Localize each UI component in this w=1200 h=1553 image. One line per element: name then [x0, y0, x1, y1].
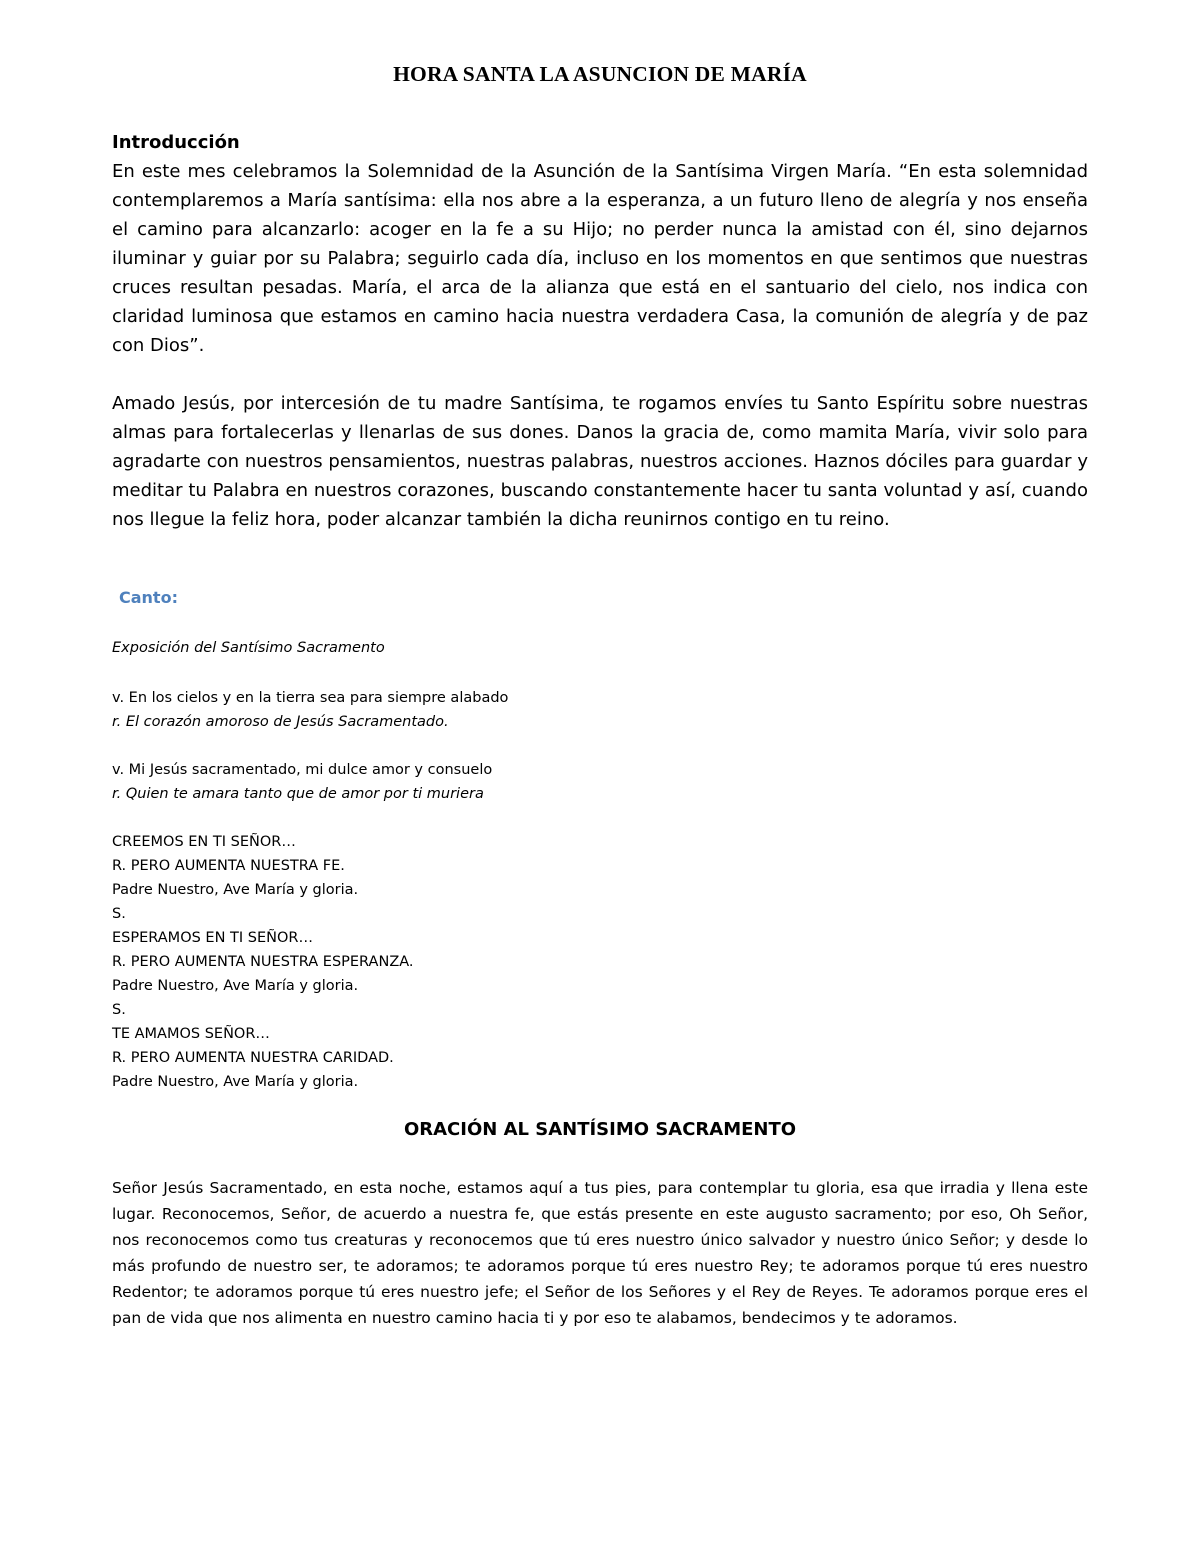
exposicion-heading: Exposición del Santísimo Sacramento [112, 640, 385, 656]
intro-section [112, 128, 1088, 534]
intro-paragraph-1: En este mes celebramos la Solemnidad de la Asunción de la Santísima Virgen María. “En esta solemnidad contemplaremos a María santísima: ella nos abre a la esperanza, a un futuro lleno de alegría y nos enseña el camino para alcanzarlo: acoger en la fe a su Hijo; no perder nunca la amistad con él, sino dejarnos iluminar y guiar por su Palabra; seguirlo cada día, incluso en los momentos en que sentimos que nuestras cruces resultan pesadas. María, el arca de la alianza que está en el santuario del cielo, nos indica con claridad luminosa que estamos en camino hacia nuestra verdadera Casa, la comunión de alegría y de paz con Dios”. [112, 161, 1088, 356]
creed-line: TE AMAMOS SEÑOR… [112, 1026, 270, 1042]
creed-line: Padre Nuestro, Ave María y gloria. [112, 882, 359, 898]
creed-line: ESPERAMOS EN TI SEÑOR… [112, 930, 313, 946]
creed-line: S. [112, 1002, 126, 1018]
versicle-2-r: r. Quien te amara tanto que de amor por ti muriera [112, 786, 484, 802]
versicle-block-1 [112, 686, 1088, 734]
creed-line: R. PERO AUMENTA NUESTRA ESPERANZA. [112, 954, 414, 970]
creed-line: R. PERO AUMENTA NUESTRA CARIDAD. [112, 1050, 394, 1066]
creed-line: Padre Nuestro, Ave María y gloria. [112, 978, 359, 994]
document-title: HORA SANTA LA ASUNCION DE MARÍA [393, 62, 807, 86]
versicle-2-v: v. Mi Jesús sacramentado, mi dulce amor y consuelo [112, 762, 493, 778]
intro-paragraph-2: Amado Jesús, por intercesión de tu madre Santísima, te rogamos envíes tu Santo Espíritu sobre nuestras almas para fortalecerlas y llenarlas de sus dones. Danos la gracia de, como mamita María, vivir solo para agradarte con nuestros pensamientos, nuestras palabras, nuestros acciones. Haznos dóciles para guardar y meditar tu Palabra en nuestros corazones, buscando constantemente hacer tu santa voluntad y así, cuando nos llegue la feliz hora, poder alcanzar también la dicha reunirnos contigo en tu reino. [112, 393, 1088, 530]
creed-line: Padre Nuestro, Ave María y gloria. [112, 1074, 359, 1090]
creed-line: R. PERO AUMENTA NUESTRA FE. [112, 858, 345, 874]
oracion-body: Señor Jesús Sacramentado, en esta noche, estamos aquí a tus pies, para contemplar tu gloria, esa que irradia y llena este lugar. Reconocemos, Señor, de acuerdo a nuestra fe, que estás presente en este augusto sacramento; por eso, Oh Señor, nos reconocemos como tus creaturas y reconocemos que tú eres nuestro único salvador y nuestro único Señor; y desde lo más profundo de nuestro ser, te adoramos; te adoramos porque tú eres nuestro Rey; te adoramos porque tú eres nuestro Redentor; te adoramos porque tú eres nuestro jefe; el Señor de los Señores y el Rey de Reyes. Te adoramos porque eres el pan de vida que nos alimenta en nuestro camino hacia ti y por eso te alabamos, bendecimos y te adoramos. [112, 1179, 1088, 1327]
creed-line: CREEMOS EN TI SEÑOR… [112, 834, 296, 850]
versicle-1-r: r. El corazón amoroso de Jesús Sacramentado. [112, 714, 449, 730]
oracion-title: ORACIÓN AL SANTÍSIMO SACRAMENTO [403, 1119, 797, 1140]
creeds-block [112, 830, 1088, 1094]
canto-label: Canto: [119, 588, 178, 607]
versicle-block-2 [112, 758, 1088, 806]
intro-heading: Introducción [112, 132, 240, 153]
versicle-1-v: v. En los cielos y en la tierra sea para siempre alabado [112, 690, 509, 706]
creed-line: S. [112, 906, 126, 922]
